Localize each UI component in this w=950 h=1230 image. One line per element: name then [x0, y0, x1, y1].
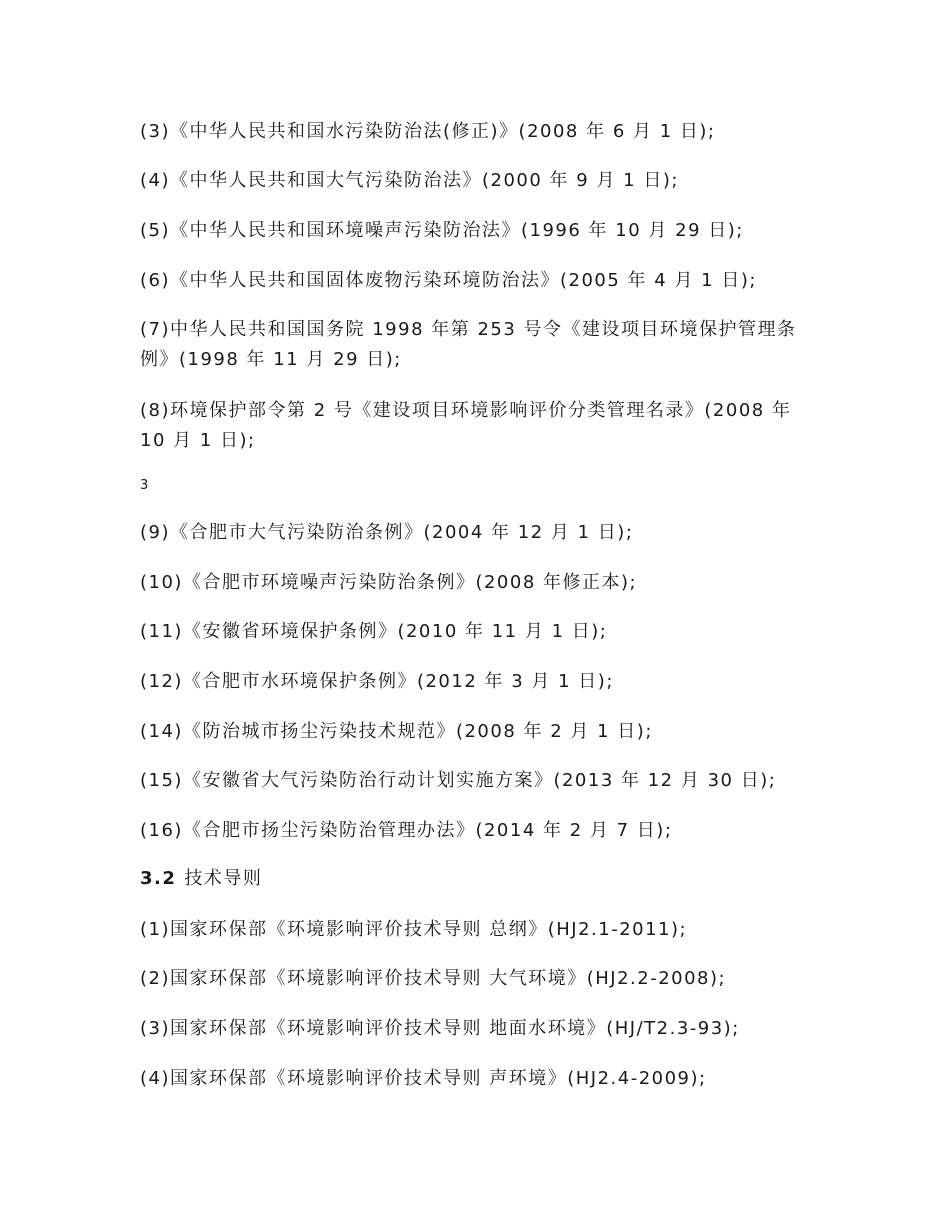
regulation-item-11: (11)《安徽省环境保护条例》(2010 年 11 月 1 日); [140, 621, 608, 642]
section-heading [140, 864, 262, 894]
guideline-item-4: (4)国家环保部《环境影响评价技术导则 声环境》(HJ2.4-2009); [140, 1068, 707, 1089]
law-item-8: (8)环境保护部令第 2 号《建设项目环境影响评价分类管理名录》(2008 年 10 月 1 日); [140, 400, 792, 451]
page-number: 3 [140, 478, 149, 493]
law-item-3: (3)《中华人民共和国水污染防治法(修正)》(2008 年 6 月 1 日); [140, 121, 716, 142]
law-item-4: (4)《中华人民共和国大气污染防治法》(2000 年 9 月 1 日); [140, 170, 679, 191]
regulation-item-15: (15)《安徽省大气污染防治行动计划实施方案》(2013 年 12 月 30 日); [140, 770, 777, 791]
regulation-item-12: (12)《合肥市水环境保护条例》(2012 年 3 月 1 日); [140, 671, 614, 692]
law-item-5: (5)《中华人民共和国环境噪声污染防治法》(1996 年 10 月 29 日); [140, 220, 744, 241]
guideline-item-2: (2)国家环保部《环境影响评价技术导则 大气环境》(HJ2.2-2008); [140, 968, 727, 989]
regulation-item-9: (9)《合肥市大气污染防治条例》(2004 年 12 月 1 日); [140, 522, 634, 543]
section-title: 技术导则 [184, 868, 263, 889]
law-item-7: (7)中华人民共和国国务院 1998 年第 253 号令《建设项目环境保护管理条例》(1998 年 11 月 29 日); [140, 319, 797, 370]
regulation-item-14: (14)《防治城市扬尘污染技术规范》(2008 年 2 月 1 日); [140, 721, 653, 742]
regulation-item-16: (16)《合肥市扬尘污染防治管理办法》(2014 年 2 月 7 日); [140, 820, 673, 841]
section-number: 3.2 [140, 868, 177, 889]
guideline-item-3: (3)国家环保部《环境影响评价技术导则 地面水环境》(HJ/T2.3-93); [140, 1018, 740, 1039]
law-item-6: (6)《中华人民共和国固体废物污染环境防治法》(2005 年 4 月 1 日); [140, 270, 757, 291]
regulation-item-10: (10)《合肥市环境噪声污染防治条例》(2008 年修正本); [140, 572, 638, 593]
guideline-item-1: (1)国家环保部《环境影响评价技术导则 总纲》(HJ2.1-2011); [140, 919, 688, 940]
